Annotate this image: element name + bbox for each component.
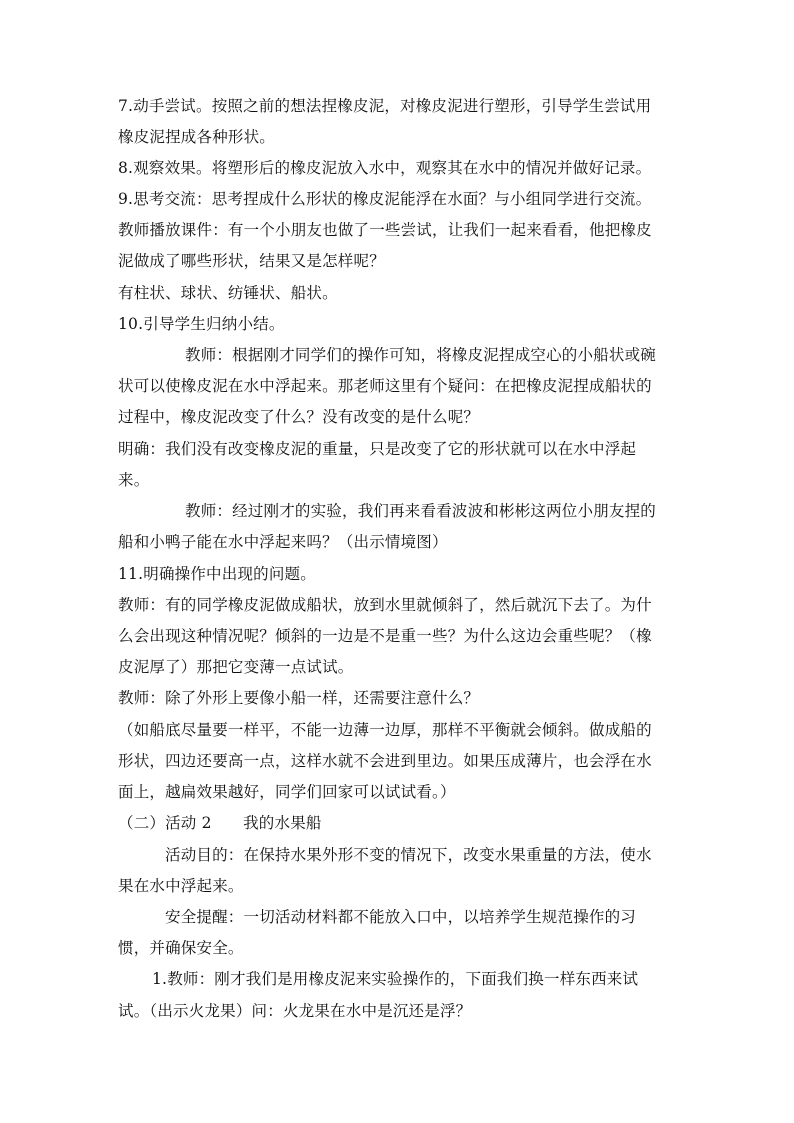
- paragraph-line: 船和小鸭子能在水中浮起来吗？（出示情境图）: [118, 533, 448, 551]
- paragraph-line: 7.动手尝试。按照之前的想法捏橡皮泥，对橡皮泥进行塑形，引导学生尝试用: [118, 97, 652, 115]
- paragraph-line: 9.思考交流：思考捏成什么形状的橡皮泥能浮在水面？与小组同学进行交流。: [118, 190, 652, 208]
- paragraph-line: 有柱状、球状、纺锤状、船状。: [118, 284, 338, 302]
- paragraph-line: 8.观察效果。将塑形后的橡皮泥放入水中，观察其在水中的情况并做好记录。: [118, 159, 652, 177]
- paragraph-line: 教师：有的同学橡皮泥做成船状，放到水里就倾斜了，然后就沉下去了。为什: [118, 596, 652, 614]
- paragraph-line: 教师播放课件：有一个小朋友也做了一些尝试，让我们一起来看看，他把橡皮: [118, 221, 652, 239]
- paragraph-line: 泥做成了哪些形状，结果又是怎样呢？: [118, 252, 385, 270]
- paragraph-line: 果在水中浮起来。: [118, 877, 244, 895]
- paragraph-line: 明确：我们没有改变橡皮泥的重量，只是改变了它的形状就可以在水中浮起: [118, 440, 637, 458]
- paragraph-line: 11.明确操作中出现的问题。: [118, 565, 316, 583]
- paragraph-line: （如船底尽量要一样平，不能一边薄一边厚，那样不平衡就会倾斜。做成船的: [118, 721, 652, 739]
- paragraph-line: 教师：经过刚才的实验，我们再来看看波波和彬彬这两位小朋友捏的: [185, 502, 657, 520]
- paragraph-line: 惯，并确保安全。: [118, 939, 244, 957]
- paragraph-line: 活动目的：在保持水果外形不变的情况下，改变水果重量的方法，使水: [165, 846, 652, 864]
- section-heading: （二）活动 2 我的水果船: [118, 814, 322, 832]
- paragraph-line: 么会出现这种情况呢？倾斜的一边是不是重一些？为什么这边会重些呢？（橡: [118, 627, 652, 645]
- paragraph-line: 教师：除了外形上要像小船一样，还需要注意什么？: [118, 689, 480, 707]
- paragraph-line: 试。（出示火龙果）问：火龙果在水中是沉还是浮？: [118, 1002, 472, 1020]
- paragraph-line: 1.教师：刚才我们是用橡皮泥来实验操作的，下面我们换一样东西来试: [152, 970, 639, 988]
- paragraph-line: 状可以使橡皮泥在水中浮起来。那老师这里有个疑问：在把橡皮泥捏成船状的: [118, 377, 652, 395]
- paragraph-line: 安全提醒：一切活动材料都不能放入口中，以培养学生规范操作的习: [165, 908, 637, 926]
- paragraph-line: 橡皮泥捏成各种形状。: [118, 128, 276, 146]
- paragraph-line: 教师：根据刚才同学们的操作可知，将橡皮泥捏成空心的小船状或碗: [185, 346, 657, 364]
- paragraph-line: 形状，四边还要高一点，这样水就不会进到里边。如果压成薄片，也会浮在水: [118, 752, 652, 770]
- paragraph-line: 10.引导学生归纳小结。: [118, 315, 285, 333]
- paragraph-line: 面上，越扁效果越好，同学们回家可以试试看。）: [118, 783, 456, 801]
- paragraph-line: 过程中，橡皮泥改变了什么？没有改变的是什么呢？: [118, 408, 480, 426]
- paragraph-line: 皮泥厚了）那把它变薄一点试试。: [118, 658, 354, 676]
- paragraph-line: 来。: [118, 471, 150, 489]
